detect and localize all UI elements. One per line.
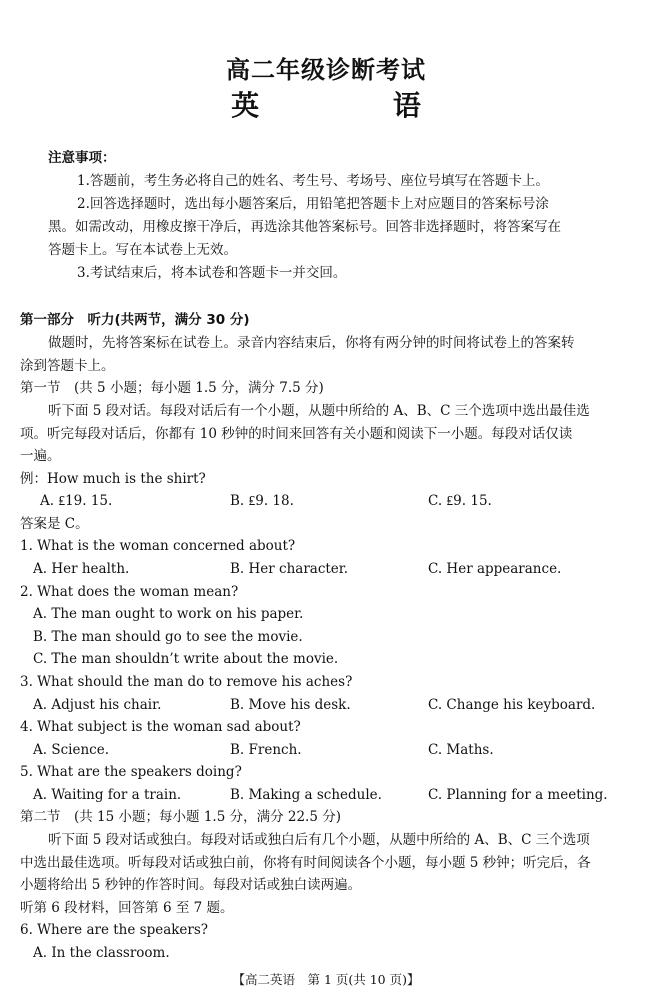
example-option-c: C. ₤9. 15. bbox=[428, 493, 492, 509]
part1-heading: 第一部分 听力(共两节，满分 30 分) bbox=[20, 312, 250, 328]
subject-title: 英 语 bbox=[231, 89, 483, 122]
section2-instructions-line-3: 小题将给出 5 秒钟的作答时间。每段对话或独白读两遍。 bbox=[20, 877, 362, 893]
part1-intro-line-1: 做题时，先将答案标在试卷上。录音内容结束后，你将有两分钟的时间将试卷上的答案转 bbox=[48, 335, 575, 351]
notes-item-1: 1.答题前，考生务必将自己的姓名、考生号、考场号、座位号填写在答题卡上。 bbox=[77, 173, 549, 189]
material-6-note: 听第 6 段材料，回答第 6 至 7 题。 bbox=[20, 900, 234, 916]
question-4-option-c: C. Maths. bbox=[428, 742, 494, 758]
question-5-option-c: C. Planning for a meeting. bbox=[428, 787, 608, 803]
example-option-b: B. ₤9. 18. bbox=[230, 493, 294, 509]
question-1: 1. What is the woman concerned about? bbox=[20, 538, 296, 554]
question-2-option-b: B. The man should go to see the movie. bbox=[33, 629, 303, 645]
question-2: 2. What does the woman mean? bbox=[20, 584, 239, 600]
question-3-option-a: A. Adjust his chair. bbox=[33, 697, 162, 713]
notes-item-3: 3.考试结束后，将本试卷和答题卡一并交回。 bbox=[77, 265, 347, 281]
question-6: 6. Where are the speakers? bbox=[20, 922, 209, 938]
question-4-option-b: B. French. bbox=[230, 742, 302, 758]
section1-instructions-line-3: 一遍。 bbox=[20, 448, 61, 464]
section1-heading: 第一节 (共 5 小题；每小题 1.5 分，满分 7.5 分) bbox=[20, 380, 324, 396]
question-1-option-a: A. Her health. bbox=[33, 561, 130, 577]
section1-instructions-line-1: 听下面 5 段对话。每段对话后有一个小题，从题中所给的 A、B、C 三个选项中选出最佳选 bbox=[48, 403, 590, 419]
question-3: 3. What should the man do to remove his aches? bbox=[20, 674, 353, 690]
notes-heading: 注意事项： bbox=[48, 150, 116, 166]
section1-instructions-line-2: 项。听完每段对话后，你都有 10 秒钟的时间来回答有关小题和阅读下一小题。每段对话仅读 bbox=[20, 426, 573, 442]
example-question: 例：How much is the shirt? bbox=[20, 471, 206, 487]
question-5: 5. What are the speakers doing? bbox=[20, 764, 242, 780]
question-5-option-a: A. Waiting for a train. bbox=[33, 787, 182, 803]
question-3-option-c: C. Change his keyboard. bbox=[428, 697, 596, 713]
notes-item-2-line-1: 2.回答选择题时，选出每小题答案后，用铅笔把答题卡上对应题目的答案标号涂 bbox=[77, 196, 549, 212]
question-3-option-b: B. Move his desk. bbox=[230, 697, 351, 713]
question-2-option-a: A. The man ought to work on his paper. bbox=[33, 606, 304, 622]
question-2-option-c: C. The man shouldn’t write about the movie. bbox=[33, 651, 339, 667]
question-1-option-c: C. Her appearance. bbox=[428, 561, 562, 577]
notes-item-2-line-3: 答题卡上。写在本试卷上无效。 bbox=[48, 242, 237, 258]
notes-item-2-line-2: 黑。如需改动，用橡皮擦干净后，再选涂其他答案标号。回答非选择题时，将答案写在 bbox=[48, 219, 561, 235]
section2-heading: 第二节 (共 15 小题；每小题 1.5 分，满分 22.5 分) bbox=[20, 809, 341, 825]
exam-title: 高二年级诊断考试 bbox=[226, 56, 426, 84]
section2-instructions-line-2: 中选出最佳选项。听每段对话或独白前，你将有时间阅读各个小题，每小题 5 秒钟；听完后，各 bbox=[20, 855, 591, 871]
question-5-option-b: B. Making a schedule. bbox=[230, 787, 382, 803]
section2-instructions-line-1: 听下面 5 段对话或独白。每段对话或独白后有几个小题，从题中所给的 A、B、C 三个选项 bbox=[48, 832, 590, 848]
example-option-a: A. ₤19. 15. bbox=[40, 493, 113, 509]
page-footer: 【高二英语 第 1 页(共 10 页)】 bbox=[232, 972, 420, 987]
question-4-option-a: A. Science. bbox=[33, 742, 109, 758]
part1-intro-line-2: 涂到答题卡上。 bbox=[20, 358, 115, 374]
question-6-option-a: A. In the classroom. bbox=[33, 945, 170, 961]
example-answer: 答案是 C。 bbox=[20, 516, 89, 532]
question-1-option-b: B. Her character. bbox=[230, 561, 349, 577]
question-4: 4. What subject is the woman sad about? bbox=[20, 719, 301, 735]
